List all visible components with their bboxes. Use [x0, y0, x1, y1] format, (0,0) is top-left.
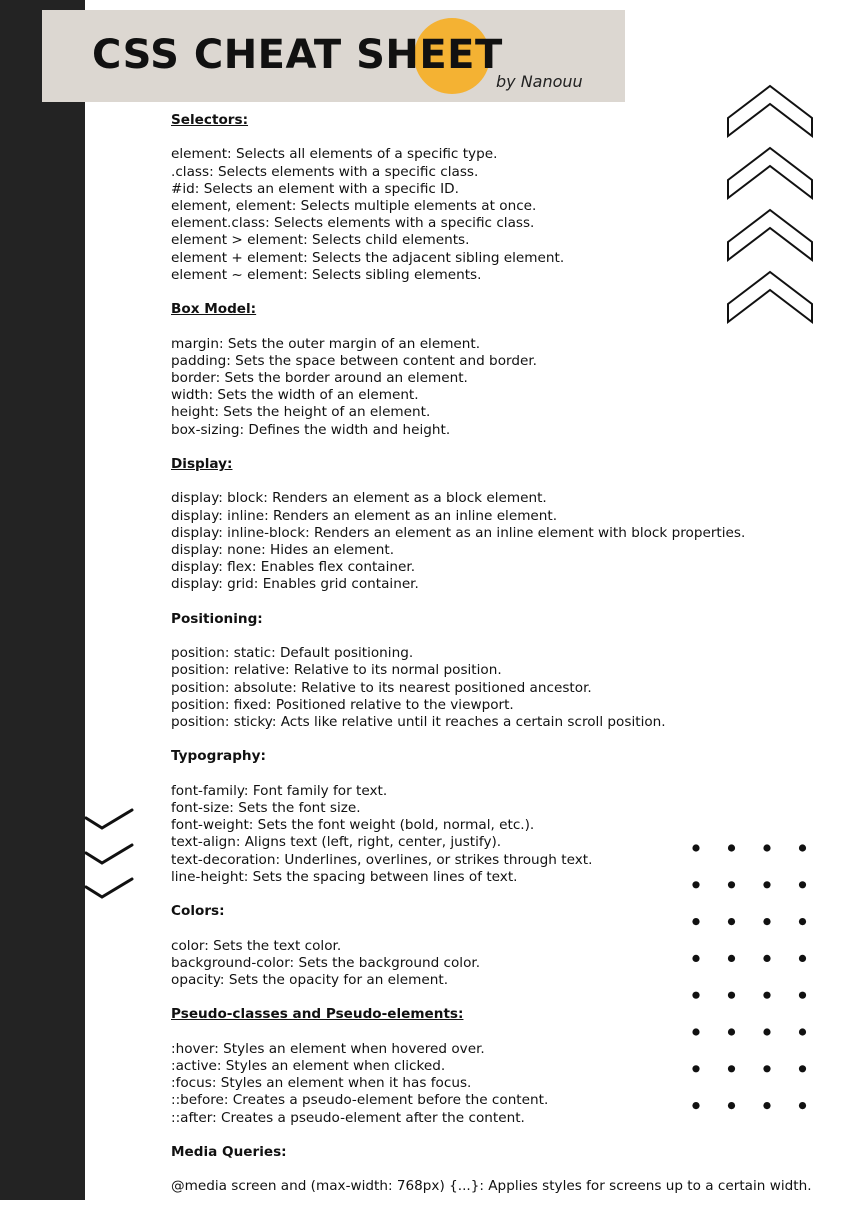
chevron-right-icon: [86, 810, 132, 828]
list-item: position: fixed: Positioned relative to the viewport.: [171, 696, 514, 713]
list-item: element + element: Selects the adjacent sibling element.: [171, 249, 565, 266]
list-item: ::before: Creates a pseudo-element before the content.: [171, 1092, 549, 1109]
list-item: element, element: Selects multiple elements at once.: [171, 198, 537, 214]
list-item: width: Sets the width of an element.: [171, 387, 419, 404]
list-item: position: static: Default positioning.: [171, 645, 414, 662]
section-item-list: [171, 783, 811, 886]
list-item: background-color: Sets the background color.: [171, 954, 481, 971]
section-heading: Box Model:: [171, 301, 257, 318]
section-heading: Pseudo-classes and Pseudo-elements:: [171, 1006, 464, 1023]
left-dark-band: [0, 0, 85, 1200]
list-item: opacity: Sets the opacity for an element.: [171, 971, 449, 988]
section-heading: Media Queries:: [171, 1143, 287, 1160]
section-item-list: [171, 490, 811, 593]
list-item: box-sizing: Defines the width and height.: [171, 421, 451, 438]
list-item: position: sticky: Acts like relative until it reaches a certain scroll position.: [171, 714, 666, 730]
list-item: padding: Sets the space between content and border.: [171, 352, 538, 369]
section-pseudo-classes-and-pseudo-elements: [171, 1006, 811, 1126]
list-item: display: grid: Enables grid container.: [171, 576, 419, 593]
list-item: text-align: Aligns text (left, right, center, justify).: [171, 834, 502, 851]
list-item: height: Sets the height of an element.: [171, 404, 431, 421]
list-item: display: inline: Renders an element as an inline element.: [171, 507, 558, 524]
chevron-right-icon: [86, 845, 132, 863]
section-media-queries: [171, 1144, 811, 1196]
section-item-list: [171, 336, 811, 439]
list-item: .class: Selects elements with a specific class.: [171, 163, 479, 180]
list-item: @media screen and (max-width: 768px) {...}: Applies styles for screens up to a certain width.: [171, 1178, 812, 1195]
list-item: :hover: Styles an element when hovered over.: [171, 1040, 485, 1057]
list-item: font-weight: Sets the font weight (bold, normal, etc.).: [171, 817, 535, 834]
list-item: element: Selects all elements of a specific type.: [171, 146, 498, 163]
section-box-model: [171, 301, 811, 439]
section-heading: Colors:: [171, 903, 225, 920]
list-item: position: absolute: Relative to its nearest positioned ancestor.: [171, 679, 592, 696]
list-item: :focus: Styles an element when it has focus.: [171, 1075, 472, 1092]
list-item: display: none: Hides an element.: [171, 542, 395, 558]
section-selectors: [171, 112, 811, 284]
section-item-list: [171, 1041, 811, 1127]
section-display: [171, 456, 811, 594]
section-heading: Typography:: [171, 748, 266, 765]
list-item: display: block: Renders an element as a block element.: [171, 490, 547, 507]
list-item: text-decoration: Underlines, overlines, or strikes through text.: [171, 851, 593, 868]
section-item-list: [171, 938, 811, 990]
section-colors: [171, 903, 811, 989]
section-item-list: [171, 146, 811, 284]
section-heading: Selectors:: [171, 112, 249, 128]
list-item: border: Sets the border around an element.: [171, 370, 468, 386]
section-heading: Display:: [171, 456, 233, 472]
section-item-list: [171, 1178, 811, 1195]
list-item: margin: Sets the outer margin of an element.: [171, 335, 481, 352]
section-item-list: [171, 645, 811, 731]
section-heading: Positioning:: [171, 610, 263, 627]
list-item: font-family: Font family for text.: [171, 782, 388, 799]
chevron-right-icon: [86, 879, 132, 897]
list-item: ::after: Creates a pseudo-element after the content.: [171, 1109, 525, 1126]
list-item: :active: Styles an element when clicked.: [171, 1057, 446, 1074]
cheat-sheet-content: [171, 112, 811, 1213]
list-item: display: flex: Enables flex container.: [171, 559, 416, 576]
list-item: element > element: Selects child elements.: [171, 232, 470, 249]
list-item: font-size: Sets the font size.: [171, 799, 361, 816]
header-banner: [42, 10, 625, 102]
list-item: element ~ element: Selects sibling elements.: [171, 266, 482, 283]
list-item: element.class: Selects elements with a specific class.: [171, 215, 535, 232]
section-typography: [171, 748, 811, 886]
section-positioning: [171, 611, 811, 731]
list-item: display: inline-block: Renders an element as an inline element with block properties.: [171, 524, 746, 541]
author-byline: by Nanouu: [496, 72, 583, 91]
list-item: position: relative: Relative to its normal position.: [171, 662, 502, 679]
chevron-right-icon-stack: [84, 805, 138, 900]
list-item: line-height: Sets the spacing between lines of text.: [171, 868, 518, 885]
list-item: #id: Selects an element with a specific ID.: [171, 180, 459, 197]
page-title: CSS CHEAT SHEET: [92, 32, 503, 78]
list-item: color: Sets the text color.: [171, 937, 342, 954]
